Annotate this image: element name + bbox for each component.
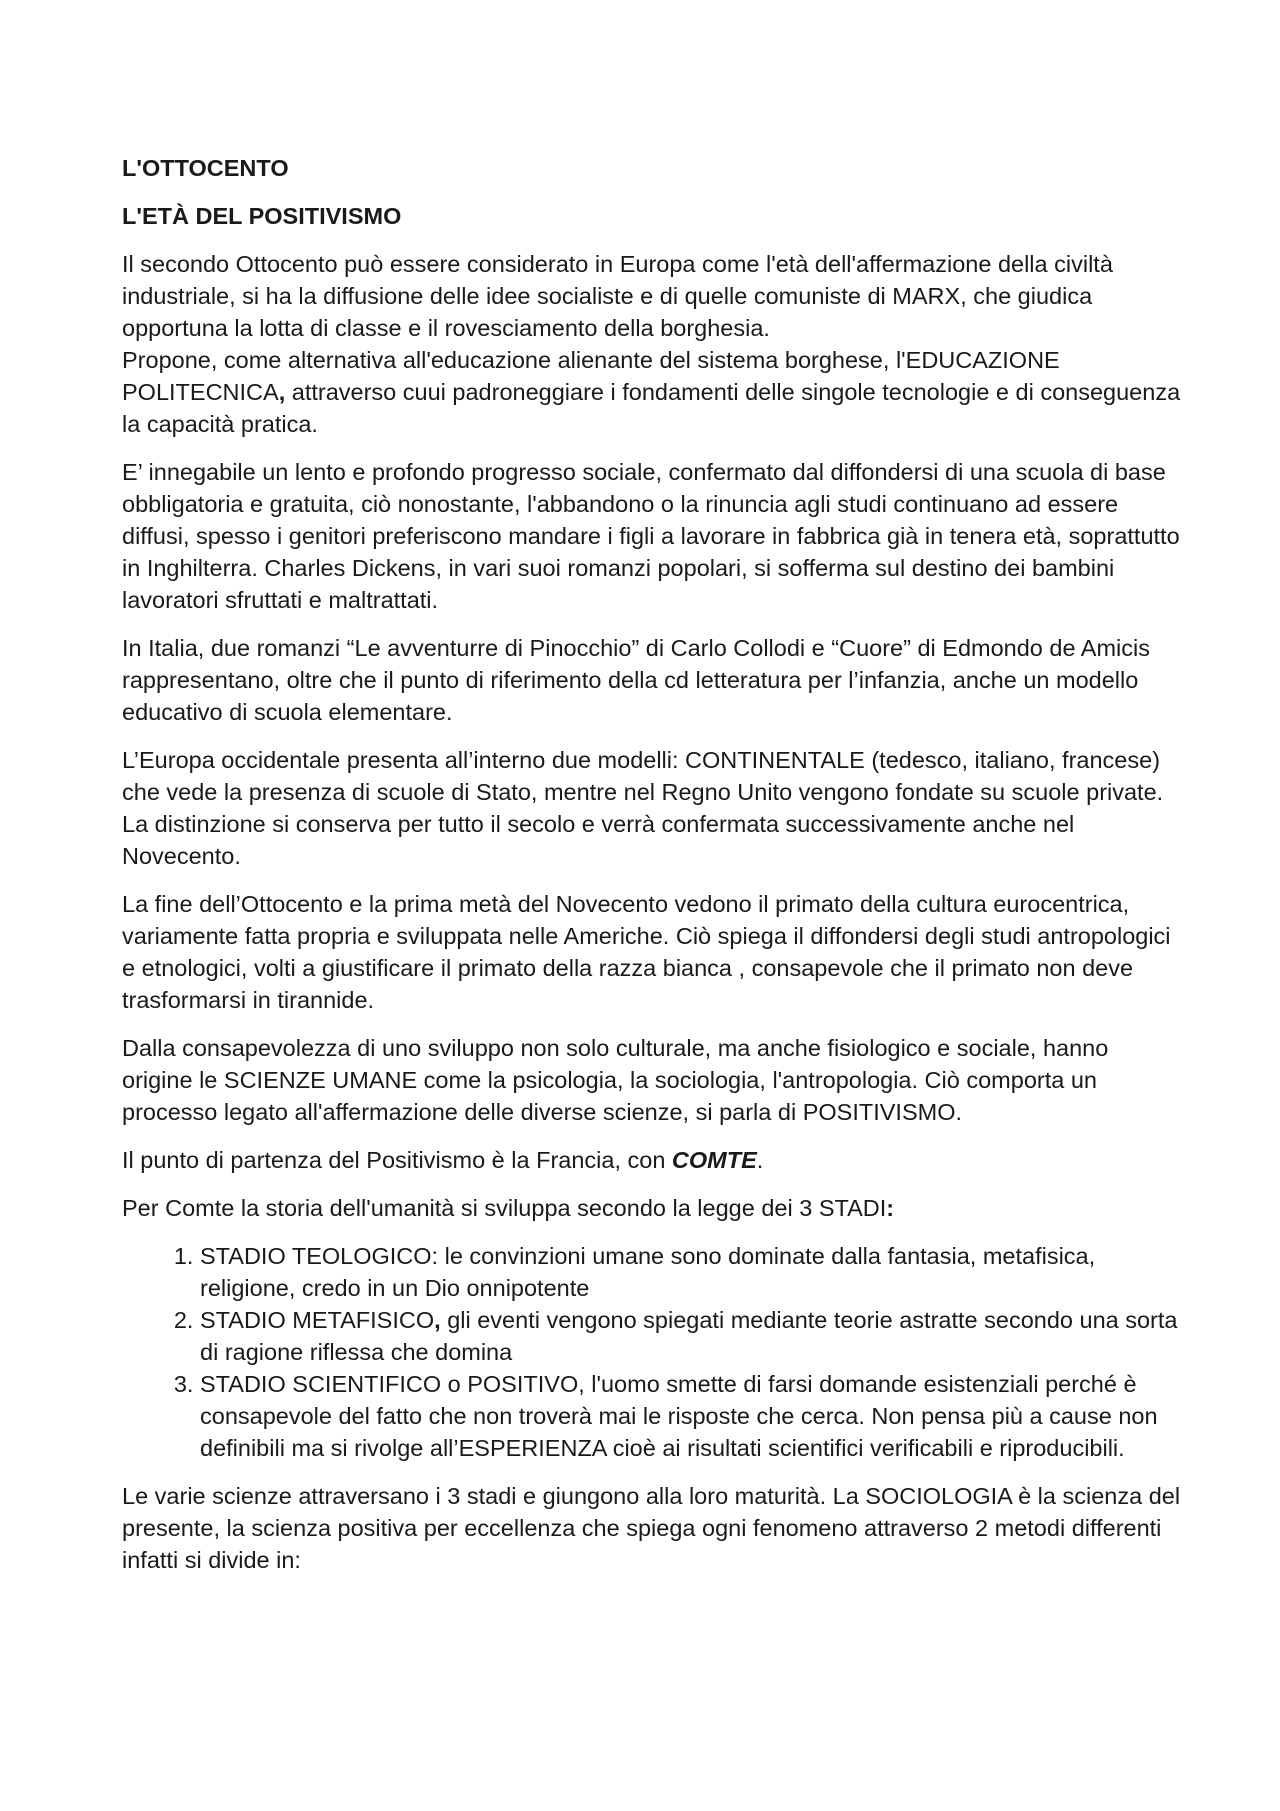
paragraph-scienze-umane: Dalla consapevolezza di uno sviluppo non solo culturale, ma anche fisiologico e sociale, hanno origine le SCIENZE UMANE come la psicologia, la sociologia, l'antropologia. Ciò comporta un processo legato all'affermazione delle diverse scienze, si parla di POSITIVISMO. [122,1035,1109,1125]
paragraph-politecnica-comma: , [278,379,286,405]
stadio-scientifico-text: STADIO SCIENTIFICO o POSITIVO, l'uomo smette di farsi domande esistenziali perché è consapevole del fatto che non troverà mai le risposte che cerca. Non pensa più a cause non definibili ma si rivolge all’ESPERIENZA cioè ai risultati scientifici verificabili e riproducibili. [200,1371,1158,1461]
stadio-teologico-text: STADIO TEOLOGICO: le convinzioni umane sono dominate dalla fantasia, metafisica, religione, credo in un Dio onnipotente [200,1243,1096,1301]
list-item-stadio-metafisico [200,1304,1182,1368]
paragraph-intro [122,248,1182,440]
paragraph-italia: In Italia, due romanzi “Le avventurre di Pinocchio” di Carlo Collodi e “Cuore” di Edmondo de Amicis rappresentano, oltre che il punto di riferimento della cd letteratura per l’infanzia, anche un modello educativo di scuola elementare. [122,635,1150,725]
paragraph-legge-stadi-colon: : [886,1195,895,1221]
paragraph-progresso: E’ innegabile un lento e profondo progresso sociale, confermato dal diffondersi di una scuola di base obbligatoria e gratuita, ciò nonostante, l'abbandono o la rinuncia agli studi continuano ad essere diffusi, spesso i genitori preferiscono mandare i figli a lavorare in fabbrica già in tenera età, soprattutto in Inghilterra. Charles Dickens, in vari suoi romanzi popolari, si sofferma sul destino dei bambini lavoratori sfruttati e maltrattati. [122,459,1180,613]
paragraph-sociologia: Le varie scienze attraversano i 3 stadi e giungono alla loro maturità. La SOCIOLOGIA è la scienza del presente, la scienza positiva per eccellenza che spiega ogni fenomeno attraverso 2 metodi differenti infatti si divide in: [122,1483,1181,1573]
paragraph-comte-post: . [756,1147,764,1173]
list-item-stadio-scientifico [200,1368,1182,1464]
paragraph-legge-stadi-text: Per Comte la storia dell'umanità si sviluppa secondo la legge dei 3 STADI [122,1195,887,1221]
paragraph-legge-stadi [122,1192,1182,1224]
paragraph-intro-text: Il secondo Ottocento può essere considerato in Europa come l'età dell'affermazione della civiltà industriale, si ha la diffusione delle idee socialiste e di quelle comuniste di MARX, che giudica opportuna la lotta di classe e il rovesciamento della borghesia. [122,251,1113,341]
paragraph-politecnica-post: attraverso cuui padroneggiare i fondamenti delle singole tecnologie e di conseguenza la capacità pratica. [122,379,1181,437]
stadio-metafisico-comma: , [434,1307,441,1333]
paragraph-comte-pre: Il punto di partenza del Positivismo è la Francia, con [122,1147,672,1173]
paragraph-eurocentrismo: La fine dell’Ottocento e la prima metà del Novecento vedono il primato della cultura eurocentrica, variamente fatta propria e sviluppata nelle Americhe. Ciò spiega il diffondersi degli studi antropologici e etnologici, volti a giustificare il primato della razza bianca , consapevole che il primato non deve trasformarsi in tirannide. [122,891,1171,1013]
document-page [122,152,1182,1592]
stadio-metafisico-pre: STADIO METAFISICO [200,1307,435,1333]
document-title: L'OTTOCENTO [122,155,289,181]
paragraph-politecnica-pre: Propone, come alternativa all'educazione alienante del sistema borghese, l'EDUCAZIONE POLITECNICA [122,347,1060,405]
paragraph-comte [122,1144,1182,1176]
section-title: L'ETÀ DEL POSITIVISMO [122,203,402,229]
paragraph-europa: L’Europa occidentale presenta all’interno due modelli: CONTINENTALE (tedesco, italiano, francese) che vede la presenza di scuole di Stato, mentre nel Regno Unito vengono fondate su scuole private. La distinzione si conserva per tutto il secolo e verrà confermata successivamente anche nel Novecento. [122,747,1164,869]
stadi-list [122,1240,1182,1464]
comte-name: COMTE [671,1147,757,1173]
list-item-stadio-teologico [200,1240,1182,1304]
stadio-metafisico-post: gli eventi vengono spiegati mediante teorie astratte secondo una sorta di ragione riflessa che domina [200,1307,1178,1365]
